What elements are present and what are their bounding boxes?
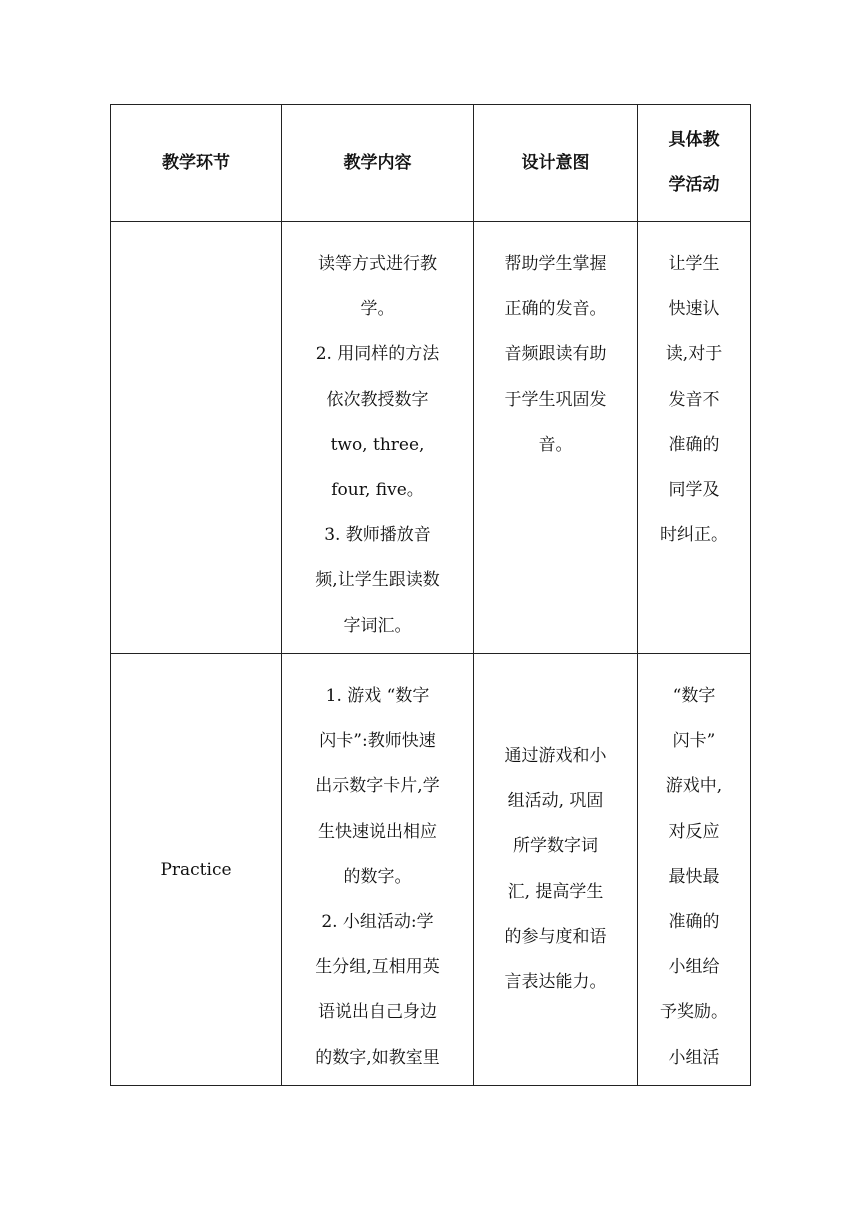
header-design-intent: 设计意图 bbox=[474, 105, 638, 222]
intent-cell: 帮助学生掌握 正确的发音。 音频跟读有助 于学生巩固发 音。 bbox=[474, 222, 638, 654]
header-teaching-content: 教学内容 bbox=[282, 105, 474, 222]
intent-cell: 通过游戏和小 组活动, 巩固 所学数字词 汇, 提高学生 的参与度和语 言表达能力。 bbox=[474, 654, 638, 1086]
activity-cell: 让学生 快速认 读,对于 发音不 准确的 同学及 时纠正。 bbox=[638, 222, 751, 654]
stage-cell bbox=[111, 222, 282, 654]
header-teaching-activity: 具体教 学活动 bbox=[638, 105, 751, 222]
activity-cell: “数字 闪卡” 游戏中, 对反应 最快最 准确的 小组给 予奖励。 小组活 bbox=[638, 654, 751, 1086]
content-cell: 1. 游戏 “数字 闪卡”:教师快速 出示数字卡片,学 生快速说出相应 的数字。 2. 小组活动:学 生分组,互相用英 语说出自己身边 的数字,如教室里 bbox=[282, 654, 474, 1086]
table-row bbox=[111, 654, 751, 1086]
table-row bbox=[111, 222, 751, 654]
lesson-plan-table bbox=[110, 104, 751, 1086]
stage-cell: Practice bbox=[111, 654, 282, 1086]
table-header-row bbox=[111, 105, 751, 222]
content-cell: 读等方式进行教 学。 2. 用同样的方法 依次教授数字 two, three, four, five。 3. 教师播放音 频,让学生跟读数 字词汇。 bbox=[282, 222, 474, 654]
header-teaching-stage: 教学环节 bbox=[111, 105, 282, 222]
